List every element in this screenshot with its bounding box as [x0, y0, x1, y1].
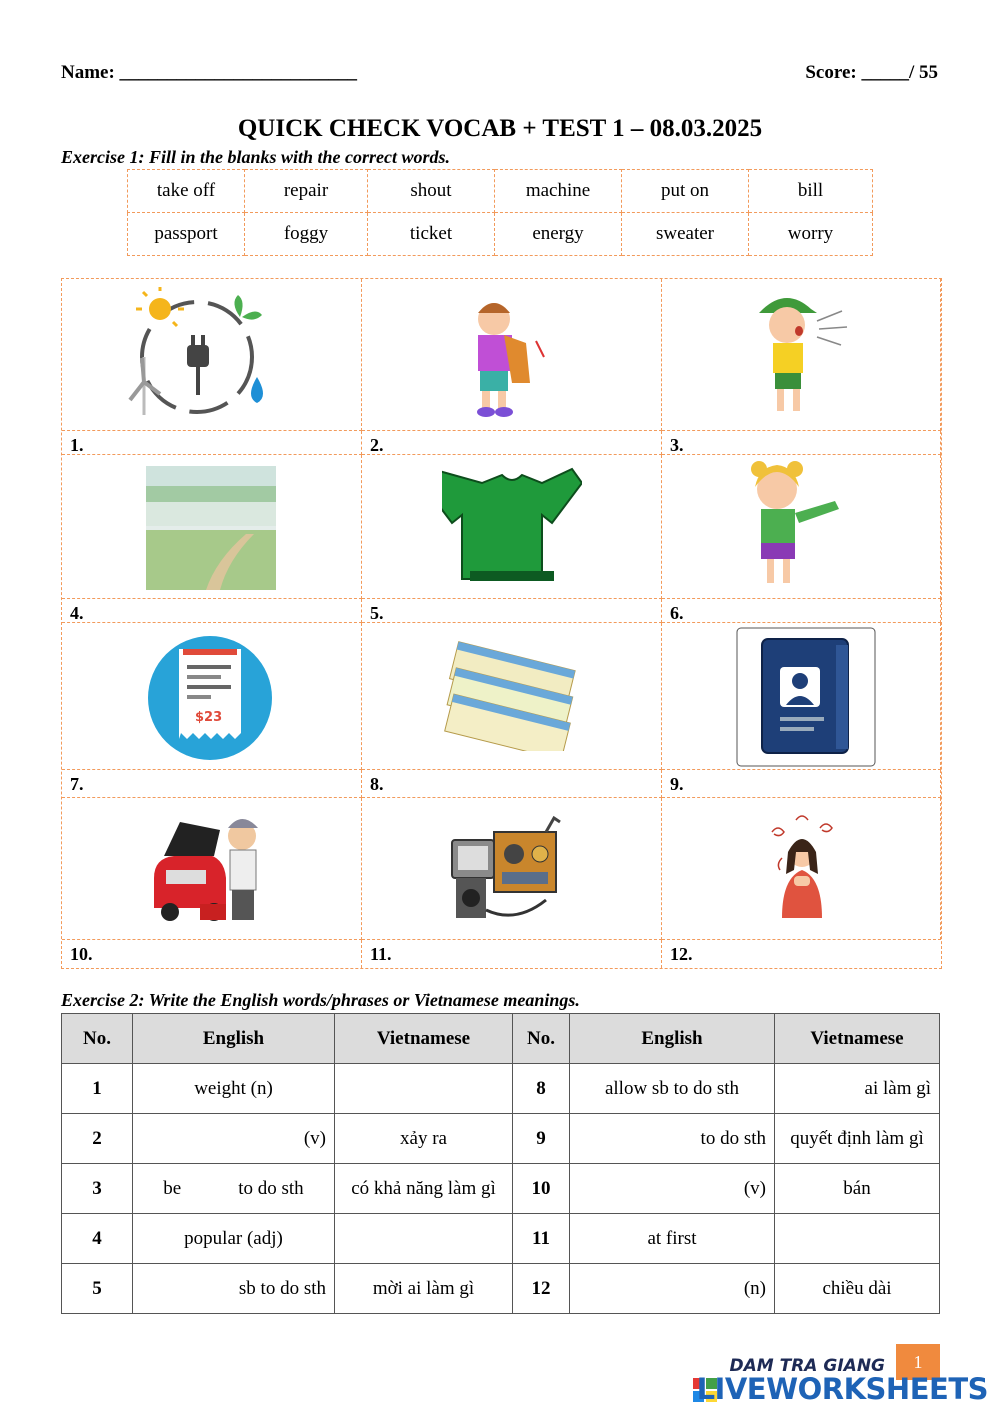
word-bank-item: machine	[495, 170, 622, 213]
row-number: 8	[513, 1064, 570, 1114]
mechanic-repairing-car-icon	[150, 808, 276, 932]
answer-cell-7[interactable]	[62, 770, 362, 798]
row-number: 4	[62, 1214, 133, 1264]
picture-cell-11	[362, 798, 662, 940]
vietnamese-cell[interactable]	[775, 1214, 940, 1264]
item-number: 12.	[670, 944, 693, 964]
vietnamese-cell[interactable]: mời ai làm gì	[335, 1264, 513, 1314]
answer-cell-6[interactable]	[662, 599, 941, 623]
answer-cell-11[interactable]	[362, 940, 662, 968]
answer-cell-10[interactable]	[62, 940, 362, 968]
word-bank-item: ticket	[368, 213, 495, 256]
bill-receipt-icon	[147, 635, 273, 761]
table-row	[62, 1164, 940, 1214]
row-number: 12	[513, 1264, 570, 1314]
item-number: 9.	[670, 774, 684, 794]
row-number: 9	[513, 1114, 570, 1164]
item-number: 8.	[370, 774, 384, 794]
col-header-vietnamese: Vietnamese	[775, 1014, 940, 1064]
picture-cell-7	[62, 623, 362, 770]
vietnamese-cell[interactable]: ai làm gì	[775, 1064, 940, 1114]
passport-icon	[736, 627, 876, 767]
vietnamese-cell[interactable]: quyết định làm gì	[775, 1114, 940, 1164]
picture-cell-8	[362, 623, 662, 770]
table-row	[62, 1114, 940, 1164]
answer-cell-3[interactable]	[662, 431, 941, 455]
table-row	[62, 1214, 940, 1264]
picture-grid	[61, 278, 942, 969]
word-bank-item: sweater	[622, 213, 749, 256]
row-number: 5	[62, 1264, 133, 1314]
picture-cell-3	[662, 279, 941, 431]
english-cell[interactable]: allow sb to do sth	[570, 1064, 775, 1114]
item-number: 11.	[370, 944, 392, 964]
foggy-landscape-icon	[146, 466, 276, 590]
item-number: 1.	[70, 435, 84, 455]
answer-cell-9[interactable]	[662, 770, 941, 798]
row-number: 2	[62, 1114, 133, 1164]
vocab-table	[61, 1013, 940, 1314]
page-number: 1	[896, 1344, 940, 1380]
table-row	[62, 1064, 940, 1114]
tickets-icon	[437, 641, 577, 751]
col-header-no: No.	[62, 1014, 133, 1064]
col-header-english: English	[133, 1014, 335, 1064]
item-number: 6.	[670, 603, 684, 623]
boy-shouting-icon	[747, 291, 857, 421]
word-bank-item: passport	[128, 213, 245, 256]
english-cell[interactable]: sb to do sth	[133, 1264, 335, 1314]
word-bank	[127, 169, 873, 256]
name-label: Name: _________________________	[61, 62, 358, 83]
vietnamese-cell[interactable]: xảy ra	[335, 1114, 513, 1164]
english-cell[interactable]: (n)	[570, 1264, 775, 1314]
picture-cell-9	[662, 623, 941, 770]
page-title: QUICK CHECK VOCAB + TEST 1 – 08.03.2025	[237, 115, 763, 142]
vietnamese-cell[interactable]: có khả năng làm gì	[335, 1164, 513, 1214]
vietnamese-cell[interactable]: chiều dài	[775, 1264, 940, 1314]
brand-logo[interactable]: LIVEWORKSHEETS	[696, 1372, 988, 1406]
picture-cell-6	[662, 455, 941, 599]
picture-cell-1	[62, 279, 362, 431]
english-cell[interactable]: be to do sth	[133, 1164, 335, 1214]
word-bank-item: bill	[749, 170, 873, 213]
item-number: 2.	[370, 435, 384, 455]
row-number: 10	[513, 1164, 570, 1214]
answer-cell-4[interactable]	[62, 599, 362, 623]
item-number: 4.	[70, 603, 84, 623]
picture-cell-4	[62, 455, 362, 599]
table-header-row	[62, 1014, 940, 1064]
english-cell[interactable]: at first	[570, 1214, 775, 1264]
item-number: 5.	[370, 603, 384, 623]
english-cell[interactable]: weight (n)	[133, 1064, 335, 1114]
picture-cell-2	[362, 279, 662, 431]
word-bank-item: worry	[749, 213, 873, 256]
word-bank-item: foggy	[245, 213, 368, 256]
row-number: 11	[513, 1214, 570, 1264]
vietnamese-cell[interactable]	[335, 1214, 513, 1264]
picture-cell-5	[362, 455, 662, 599]
row-number: 1	[62, 1064, 133, 1114]
exercise1-instruction: Exercise 1: Fill in the blanks with the correct words.	[61, 147, 451, 167]
exercise2-instruction: Exercise 2: Write the English words/phrases or Vietnamese meanings.	[61, 990, 580, 1010]
col-header-english: English	[570, 1014, 775, 1064]
item-number: 7.	[70, 774, 84, 794]
answer-cell-2[interactable]	[362, 431, 662, 455]
word-bank-item: put on	[622, 170, 749, 213]
english-cell[interactable]: (v)	[133, 1114, 335, 1164]
row-number: 3	[62, 1164, 133, 1214]
svg-text:$23: $23	[195, 710, 223, 725]
col-header-no: No.	[513, 1014, 570, 1064]
vietnamese-cell[interactable]: bán	[775, 1164, 940, 1214]
vietnamese-cell[interactable]	[335, 1064, 513, 1114]
table-row	[62, 1264, 940, 1314]
answer-cell-1[interactable]	[62, 431, 362, 455]
boy-taking-off-jacket-icon	[444, 291, 554, 421]
girl-putting-on-cardigan-icon	[737, 459, 857, 595]
score-label: Score: _____/ 55	[805, 62, 938, 83]
word-bank-item: take off	[128, 170, 245, 213]
english-cell[interactable]: popular (adj)	[133, 1214, 335, 1264]
teacher-name: DAM TRA GIANG	[729, 1356, 885, 1376]
english-cell[interactable]: (v)	[570, 1164, 775, 1214]
energy-cycle-icon	[122, 287, 272, 422]
answer-cell-12[interactable]	[662, 940, 941, 968]
answer-cell-5[interactable]	[362, 599, 662, 623]
item-number: 3.	[670, 435, 684, 455]
green-sweater-icon	[442, 463, 582, 593]
machine-icon	[446, 810, 566, 930]
picture-cell-12	[662, 798, 941, 940]
english-cell[interactable]: to do sth	[570, 1114, 775, 1164]
word-bank-item: repair	[245, 170, 368, 213]
worried-woman-icon	[762, 814, 842, 924]
word-bank-item: shout	[368, 170, 495, 213]
item-number: 10.	[70, 944, 93, 964]
answer-cell-8[interactable]	[362, 770, 662, 798]
picture-cell-10	[62, 798, 362, 940]
col-header-vietnamese: Vietnamese	[335, 1014, 513, 1064]
word-bank-item: energy	[495, 213, 622, 256]
